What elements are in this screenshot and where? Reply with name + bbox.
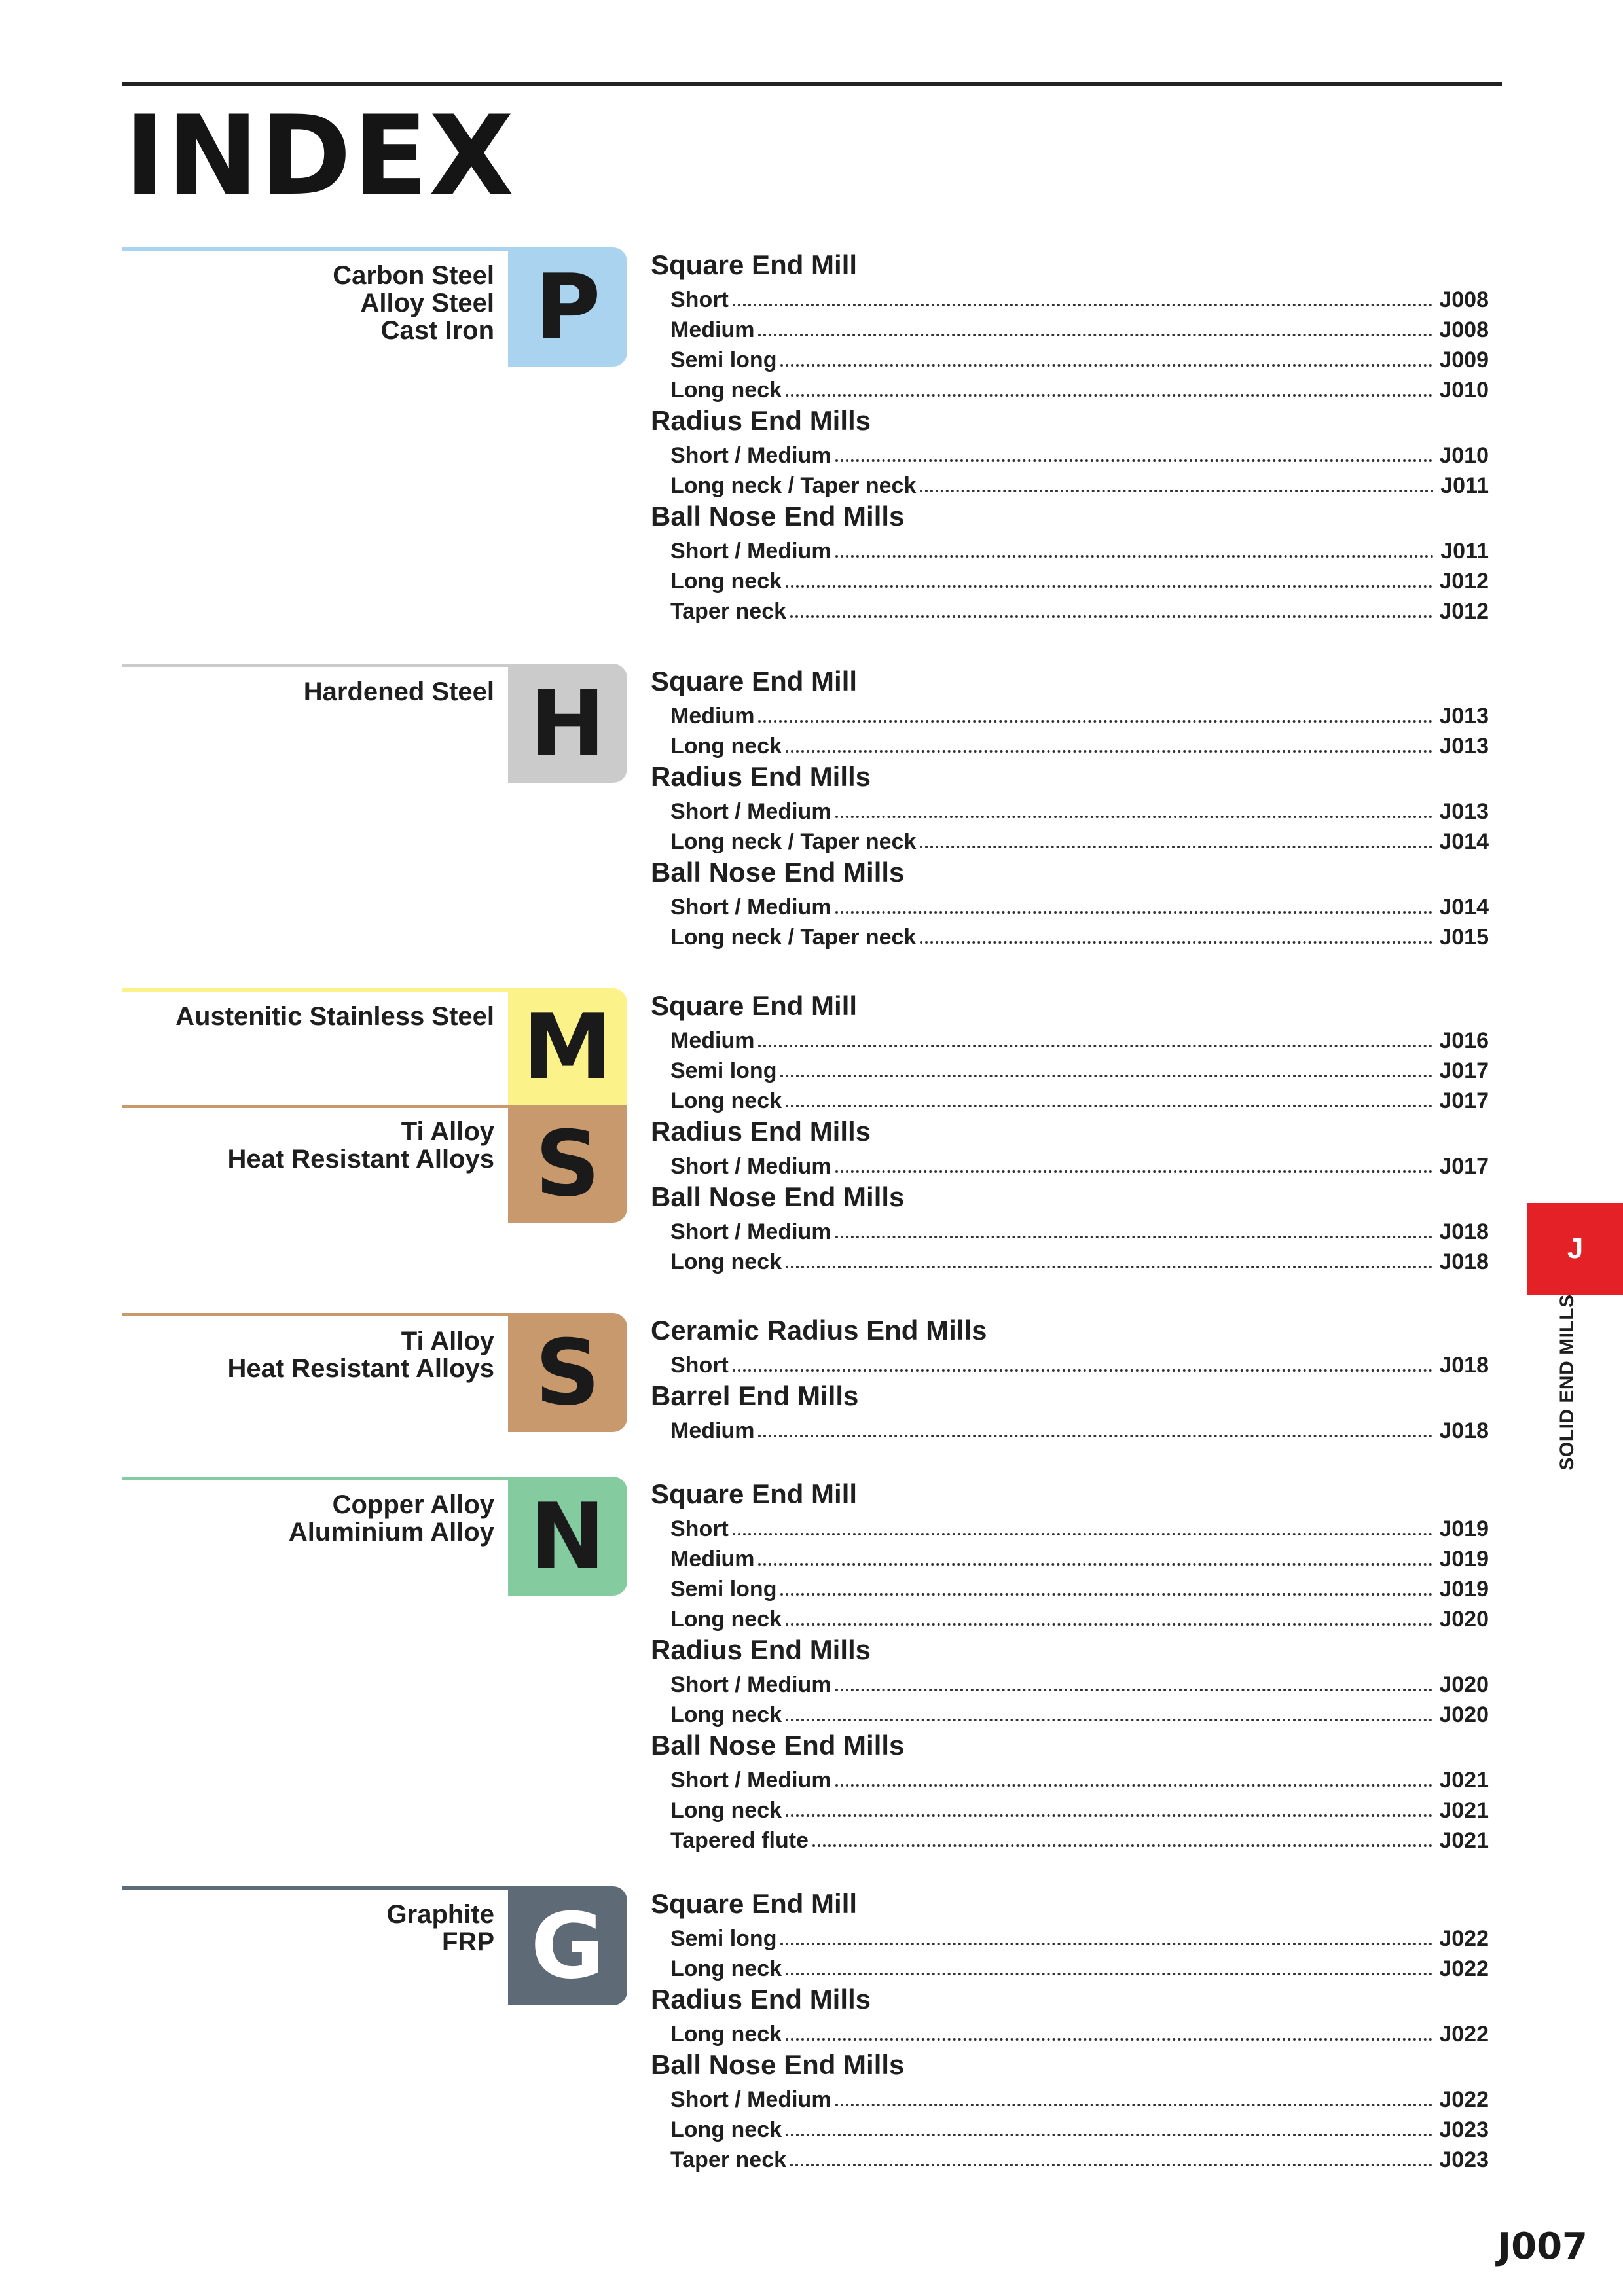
entry-label: Medium	[670, 1028, 755, 1053]
entry-page: J011	[1440, 539, 1489, 564]
product-groups	[651, 664, 1489, 950]
material-list	[128, 1118, 494, 1173]
material-label: Aluminium Alloy	[288, 1518, 494, 1547]
material-label: Hardened Steel	[303, 677, 494, 706]
entry-label: Long neck	[670, 1607, 782, 1632]
index-entry[interactable]	[651, 1054, 1489, 1084]
entry-page: J019	[1439, 1547, 1489, 1571]
entry-label: Short / Medium	[670, 443, 831, 468]
index-entry[interactable]	[651, 1922, 1489, 1952]
entry-label: Semi long	[670, 1926, 777, 1951]
entry-label: Semi long	[670, 1577, 777, 1602]
index-entry[interactable]	[651, 1668, 1489, 1698]
dot-leader	[733, 1533, 1433, 1535]
dot-leader	[786, 1719, 1432, 1721]
dot-leader	[835, 1236, 1433, 1238]
dot-leader	[920, 490, 1434, 492]
entry-label: Long neck	[670, 378, 782, 403]
material-label: Heat Resistant Alloys	[227, 1145, 494, 1174]
entry-label: Short / Medium	[670, 2087, 831, 2112]
dot-leader	[835, 1784, 1433, 1787]
entry-page: J012	[1439, 569, 1489, 594]
index-entry[interactable]	[651, 1149, 1489, 1179]
entry-page: J021	[1439, 1768, 1489, 1793]
index-entry[interactable]	[651, 1793, 1489, 1823]
dot-leader	[786, 1623, 1432, 1626]
product-groups	[651, 1886, 1489, 2173]
entry-label: Long neck	[670, 1249, 782, 1274]
entry-page: J015	[1439, 925, 1489, 950]
entry-label: Medium	[670, 317, 755, 342]
dot-leader	[786, 585, 1432, 588]
entry-page: J022	[1439, 2087, 1489, 2112]
dot-leader	[835, 555, 1434, 558]
index-entry[interactable]	[651, 729, 1489, 759]
index-entry[interactable]	[651, 1084, 1489, 1114]
index-entry[interactable]	[651, 1698, 1489, 1728]
index-entry[interactable]	[651, 1602, 1489, 1632]
material-label: FRP	[442, 1928, 494, 1956]
index-entry[interactable]	[651, 1542, 1489, 1572]
entry-page: J022	[1439, 1956, 1489, 1981]
entry-label: Short / Medium	[670, 799, 831, 824]
section-rule	[122, 664, 508, 667]
material-badge-g: G	[508, 1886, 627, 2005]
chapter-label: SOLID END MILLS	[1556, 1294, 1578, 1471]
entry-label: Long neck / Taper neck	[670, 473, 917, 498]
entry-label: Long neck	[670, 2022, 782, 2047]
index-entry[interactable]	[651, 825, 1489, 855]
entry-page: J020	[1439, 1607, 1489, 1632]
entry-label: Long neck	[670, 734, 782, 759]
entry-page: J018	[1439, 1418, 1489, 1443]
index-entry[interactable]	[651, 283, 1489, 313]
index-entry[interactable]	[651, 920, 1489, 950]
entry-page: J008	[1439, 317, 1489, 342]
entry-label: Medium	[670, 1418, 755, 1443]
material-badge-m: M	[508, 988, 627, 1105]
dot-leader	[786, 2038, 1432, 2041]
index-entry[interactable]	[651, 373, 1489, 403]
dot-leader	[786, 1973, 1432, 1975]
index-entry[interactable]	[651, 2083, 1489, 2113]
dot-leader	[835, 1689, 1433, 1691]
material-label: Heat Resistant Alloys	[227, 1354, 494, 1383]
group-title: Radius End Mills	[651, 1634, 871, 1665]
material-badge-s: S	[508, 1105, 627, 1223]
dot-leader	[786, 2134, 1432, 2136]
index-entry[interactable]	[651, 1414, 1489, 1444]
entry-page: J018	[1439, 1353, 1489, 1378]
entry-label: Short / Medium	[670, 1154, 831, 1179]
index-entry[interactable]	[651, 313, 1489, 343]
entry-label: Long neck / Taper neck	[670, 829, 917, 854]
entry-page: J013	[1439, 734, 1489, 759]
dot-leader	[758, 1045, 1432, 1047]
group-title: Square End Mill	[651, 249, 858, 280]
top-rule	[122, 82, 1502, 86]
dot-leader	[786, 1266, 1432, 1268]
material-list	[128, 1327, 494, 1382]
entry-page: J017	[1439, 1088, 1489, 1113]
entry-label: Short / Medium	[670, 1672, 831, 1697]
group-title: Square End Mill	[651, 990, 858, 1021]
group-title: Radius End Mills	[651, 761, 871, 792]
material-list	[128, 1491, 494, 1546]
index-entry[interactable]	[651, 564, 1489, 594]
entry-label: Short	[670, 1353, 729, 1378]
material-badge-p: P	[508, 247, 627, 367]
entry-page: J019	[1439, 1577, 1489, 1602]
entry-page: J010	[1439, 443, 1489, 468]
material-list	[128, 678, 494, 706]
dot-leader	[780, 1593, 1432, 1596]
material-list	[128, 1901, 494, 1956]
group-title: Square End Mill	[651, 1888, 858, 1919]
group-title: Radius End Mills	[651, 1984, 871, 2015]
dot-leader	[758, 1563, 1432, 1566]
group-title: Square End Mill	[651, 1479, 858, 1509]
entry-label: Long neck / Taper neck	[670, 925, 917, 950]
dot-leader	[835, 1170, 1433, 1173]
section-rule	[122, 247, 508, 251]
index-entry[interactable]	[651, 469, 1489, 499]
dot-leader	[786, 394, 1432, 397]
entry-page: J012	[1439, 599, 1489, 624]
section-rule	[122, 1105, 508, 1108]
dot-leader	[786, 1814, 1432, 1817]
dot-leader	[786, 750, 1432, 753]
material-label: Ti Alloy	[401, 1327, 494, 1355]
page-number: J007	[1497, 2225, 1588, 2268]
dot-leader	[835, 2104, 1433, 2106]
dot-leader	[780, 1075, 1432, 1077]
entry-label: Short / Medium	[670, 539, 831, 564]
section-rule	[122, 1477, 508, 1480]
material-label: Alloy Steel	[360, 289, 494, 317]
dot-leader	[790, 615, 1432, 618]
entry-label: Medium	[670, 704, 755, 728]
product-groups	[651, 1313, 1489, 1444]
dot-leader	[758, 334, 1432, 336]
index-entry[interactable]	[651, 594, 1489, 624]
entry-label: Short	[670, 1516, 729, 1541]
entry-page: J013	[1439, 704, 1489, 728]
dot-leader	[780, 364, 1432, 367]
material-list	[128, 1003, 494, 1030]
dot-leader	[835, 816, 1433, 818]
dot-leader	[780, 1943, 1432, 1945]
section-rule	[122, 1313, 508, 1316]
group-title: Radius End Mills	[651, 1116, 871, 1147]
entry-label: Tapered flute	[670, 1828, 809, 1853]
dot-leader	[733, 1369, 1433, 1372]
entry-label: Taper neck	[670, 599, 787, 624]
material-label: Cast Iron	[380, 316, 494, 345]
index-entry[interactable]	[651, 699, 1489, 729]
index-entry[interactable]	[651, 439, 1489, 469]
index-entry[interactable]	[651, 795, 1489, 825]
index-entry[interactable]	[651, 2143, 1489, 2173]
entry-page: J018	[1439, 1249, 1489, 1274]
entry-label: Short / Medium	[670, 1768, 831, 1793]
entry-label: Taper neck	[670, 2147, 787, 2172]
entry-page: J021	[1439, 1798, 1489, 1823]
entry-label: Semi long	[670, 1058, 777, 1083]
dot-leader	[835, 459, 1433, 462]
group-title: Ball Nose End Mills	[651, 1181, 905, 1212]
material-list	[128, 262, 494, 344]
dot-leader	[733, 304, 1433, 306]
entry-page: J011	[1440, 473, 1489, 498]
group-title: Ball Nose End Mills	[651, 857, 905, 888]
index-entry[interactable]	[651, 1572, 1489, 1602]
page-title: INDEX	[124, 92, 515, 220]
entry-page: J019	[1439, 1516, 1489, 1541]
entry-label: Short	[670, 287, 729, 312]
index-entry[interactable]	[651, 1763, 1489, 1793]
entry-page: J020	[1439, 1672, 1489, 1697]
material-badge-s: S	[508, 1313, 627, 1432]
group-title: Ball Nose End Mills	[651, 2049, 905, 2080]
entry-page: J021	[1439, 1828, 1489, 1853]
index-entry[interactable]	[651, 1952, 1489, 1982]
entry-label: Semi long	[670, 348, 777, 372]
entry-page: J017	[1439, 1058, 1489, 1083]
entry-label: Medium	[670, 1547, 755, 1571]
index-entry[interactable]	[651, 343, 1489, 373]
index-entry[interactable]	[651, 534, 1489, 564]
entry-page: J022	[1439, 2022, 1489, 2047]
entry-page: J023	[1439, 2117, 1489, 2142]
dot-leader	[920, 846, 1432, 848]
entry-page: J017	[1439, 1154, 1489, 1179]
chapter-tab[interactable]: J	[1527, 1203, 1623, 1295]
product-groups	[651, 1477, 1489, 1854]
group-title: Ball Nose End Mills	[651, 1730, 905, 1761]
material-label: Graphite	[386, 1900, 494, 1929]
index-entry[interactable]	[651, 1512, 1489, 1542]
dot-leader	[758, 720, 1432, 723]
section-rule	[122, 1886, 508, 1890]
entry-page: J014	[1439, 895, 1489, 920]
entry-label: Short / Medium	[670, 895, 831, 920]
product-groups	[651, 247, 1489, 624]
index-entry[interactable]	[651, 2113, 1489, 2143]
entry-label: Short / Medium	[670, 1219, 831, 1244]
index-entry[interactable]	[651, 1245, 1489, 1275]
group-title: Ceramic Radius End Mills	[651, 1315, 987, 1346]
entry-label: Long neck	[670, 569, 782, 594]
entry-page: J020	[1439, 1702, 1489, 1727]
group-title: Barrel End Mills	[651, 1380, 859, 1411]
index-entry[interactable]	[651, 1024, 1489, 1054]
entry-label: Long neck	[670, 2117, 782, 2142]
dot-leader	[812, 1844, 1432, 1847]
group-title: Radius End Mills	[651, 405, 871, 436]
entry-page: J010	[1439, 378, 1489, 403]
entry-label: Long neck	[670, 1088, 782, 1113]
entry-label: Long neck	[670, 1956, 782, 1981]
dot-leader	[920, 941, 1432, 944]
entry-page: J023	[1439, 2147, 1489, 2172]
section-rule	[122, 988, 508, 992]
material-label: Ti Alloy	[401, 1117, 494, 1146]
material-badge-h: H	[508, 664, 627, 783]
index-entry[interactable]	[651, 890, 1489, 920]
group-title: Ball Nose End Mills	[651, 501, 905, 531]
entry-page: J008	[1439, 287, 1489, 312]
dot-leader	[758, 1435, 1432, 1437]
material-label: Copper Alloy	[332, 1490, 494, 1519]
index-entry[interactable]	[651, 1215, 1489, 1245]
entry-page: J009	[1439, 348, 1489, 372]
entry-page: J014	[1439, 829, 1489, 854]
dot-leader	[786, 1105, 1432, 1107]
entry-label: Long neck	[670, 1702, 782, 1727]
index-entry[interactable]	[651, 1823, 1489, 1854]
entry-page: J016	[1439, 1028, 1489, 1053]
dot-leader	[835, 911, 1433, 914]
index-entry[interactable]	[651, 1348, 1489, 1378]
material-badge-n: N	[508, 1477, 627, 1596]
entry-page: J013	[1439, 799, 1489, 824]
entry-page: J018	[1439, 1219, 1489, 1244]
entry-label: Long neck	[670, 1798, 782, 1823]
material-label: Austenitic Stainless Steel	[175, 1002, 494, 1031]
product-groups	[651, 988, 1489, 1275]
entry-page: J022	[1439, 1926, 1489, 1951]
material-label: Carbon Steel	[333, 261, 494, 290]
group-title: Square End Mill	[651, 666, 858, 696]
index-entry[interactable]	[651, 2017, 1489, 2047]
dot-leader	[790, 2164, 1432, 2166]
